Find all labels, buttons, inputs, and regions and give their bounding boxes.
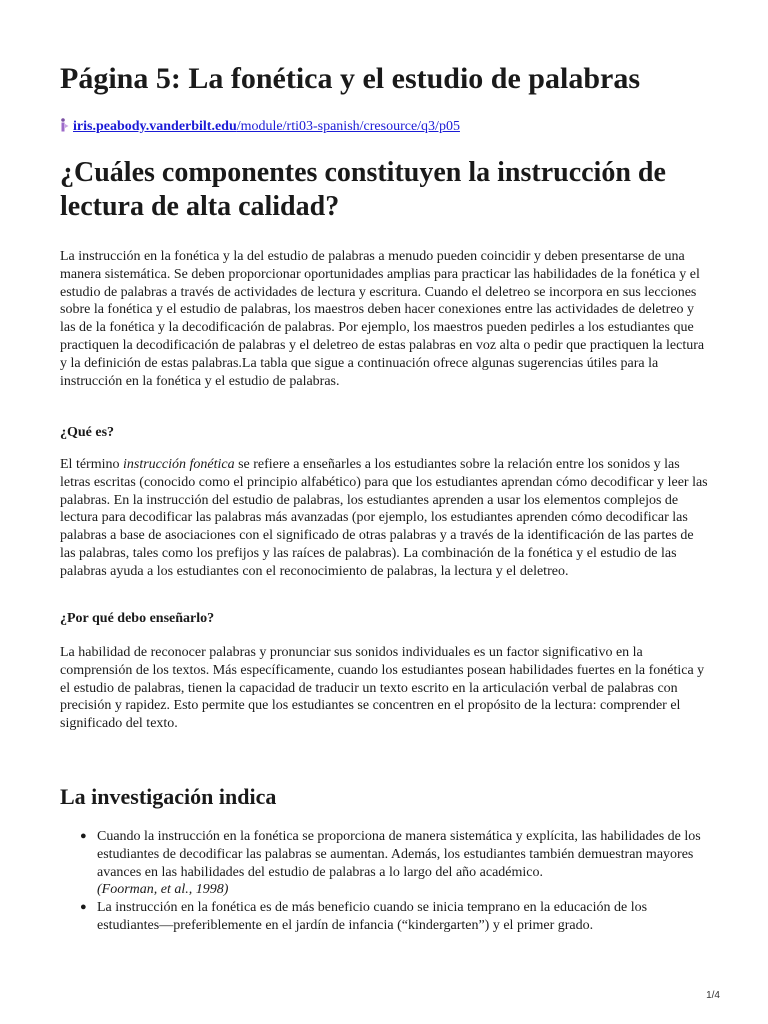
intro-paragraph: La instrucción en la fonética y la del estudio de palabras a menudo pueden coincidir y deben presentarse de una manera sistemática. Se deben proporcionar oportunidades amplias para practicar las habilidades de la fonética y el estudio de palabras a través de actividades de lectura y escritura. Cuando el deletreo se incorpora en sus lecciones sobre la fonética y el estudio de palabras, los maestros deben hacer conexiones entre las actividades de deletreo y las de la fonética y la decodificación de palabras. Por ejemplo, los maestros pueden pedirles a los estudiantes que practiquen la decodificación de palabras y el deletreo de estas palabras en voz alta o pedir que practiquen la lectura y la definición de estas palabras.La tabla que sigue a continuación ofrece algunas sugerencias útiles para la instrucción en la fonética y el estudio de palabras. bbox=[60, 249, 705, 389]
page-number: 1/4 bbox=[706, 990, 720, 1001]
list-item bbox=[60, 899, 710, 935]
what-is-text-after: se refiere a enseñarles a los estudiantes sobre la relación entre los sonidos y las letras escritas (conocido como el principio alfabético) para que los estudiantes aprendan cómo decodificar y leer las palabras. En la instrucción del estudio de palabras, los estudiantes aprenden a usar los elementos complejos de lectura para decodificar las palabras más avanzadas (por ejemplo, los estudiantes aprenden cómo decodificar las palabras a base de asociaciones con el significado de otras palabras y a través de la identificación de las partes de las palabras, tales como los prefijos y las raíces de palabras). La combinación de la fonética y el estudio de las palabras ayuda a los estudiantes con el reconocimiento de palabras, la lectura y el deletreo. bbox=[60, 457, 708, 579]
list-item bbox=[60, 828, 710, 899]
bullet-icon: ● bbox=[80, 901, 87, 914]
research-heading: La investigación indica bbox=[60, 784, 277, 809]
bullet-icon: ● bbox=[80, 830, 87, 842]
what-is-text-before: El término bbox=[60, 457, 123, 472]
why-teach-paragraph: La habilidad de reconocer palabras y pronunciar sus sonidos individuales es un factor significativo en la comprensión de los textos. Más específicamente, cuando los estudiantes posean habilidades fuertes en la fonética y el estudio de palabras, tienen la capacidad de traducir un texto escrito en la articulación verbal de palabras con precisión y rapidez. Esto permite que los estudiantes se concentren en el propósito de la lectura: comprender el significado del texto. bbox=[60, 645, 705, 732]
source-url-link[interactable] bbox=[73, 119, 460, 134]
what-is-paragraph bbox=[60, 456, 710, 581]
research-item-text: Cuando la instrucción en la fonética se proporciona de manera sistemática y explícita, las habilidades de los estudiantes de decodificar las palabras se aumentan. Además, los estudiantes también demuestran mayores avances en las habilidades del estudio de palabras a lo largo del año académico. bbox=[97, 829, 701, 880]
what-is-heading: ¿Qué es? bbox=[60, 425, 115, 440]
research-item-citation: (Foorman, et al., 1998) bbox=[97, 882, 229, 898]
section-title: ¿Cuáles componentes constituyen la instrucción de lectura de alta calidad? bbox=[60, 157, 666, 222]
iris-favicon-icon bbox=[60, 118, 69, 132]
research-list bbox=[60, 828, 710, 935]
source-domain: iris.peabody.vanderbilt.edu bbox=[73, 119, 237, 134]
source-path: /module/rti03-spanish/cresource/q3/p05 bbox=[236, 119, 460, 134]
page-title: Página 5: La fonética y el estudio de palabras bbox=[60, 62, 641, 95]
what-is-term: instrucción fonética bbox=[123, 457, 235, 472]
why-teach-heading: ¿Por qué debo enseñarlo? bbox=[60, 611, 215, 626]
source-link-line bbox=[60, 118, 460, 136]
research-item-text: La instrucción en la fonética es de más beneficio cuando se inicia temprano en la educación de los estudiantes—preferiblemente en el jardín de infancia (“kindergarten”) y el primer grado. bbox=[97, 900, 648, 933]
